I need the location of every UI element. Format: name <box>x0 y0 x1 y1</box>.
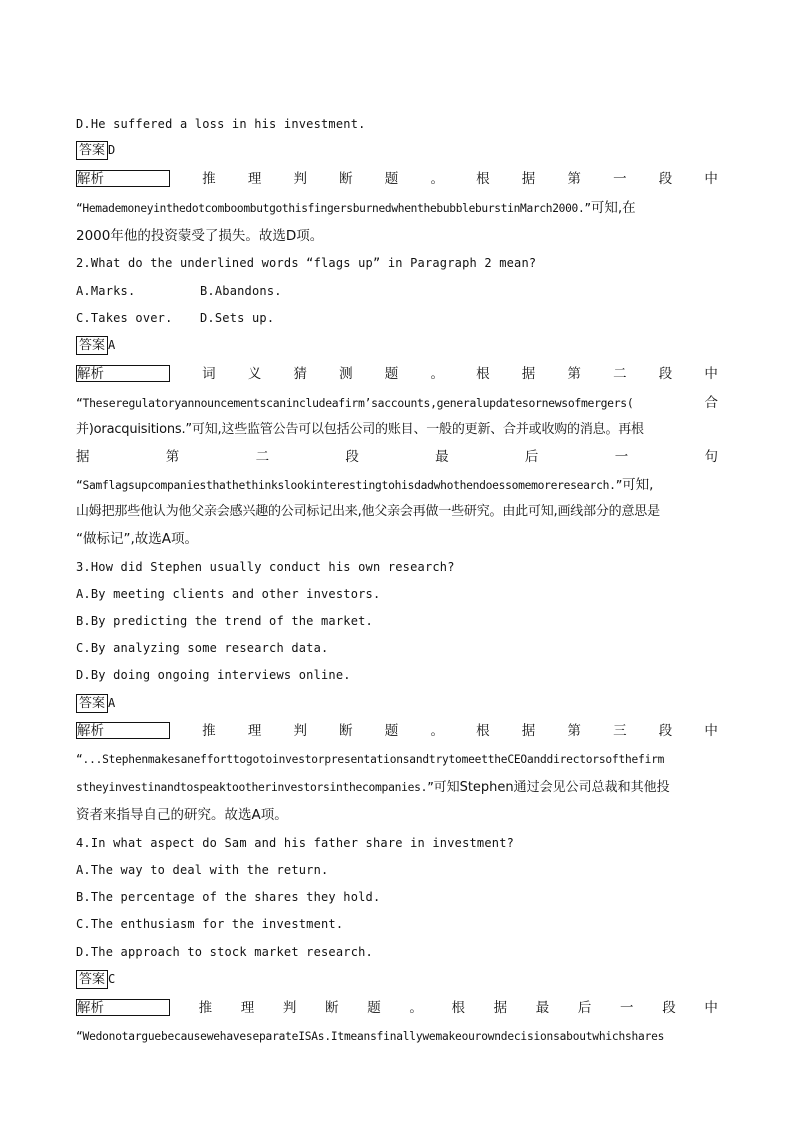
q2-option-c: C.Takes over. <box>76 311 173 325</box>
q1-answer-row <box>76 141 718 160</box>
analysis-label: 解析 <box>76 365 170 382</box>
q2-options-ab <box>76 282 718 300</box>
q3-option-c: C.By analyzing some research data. <box>76 641 329 655</box>
analysis-label: 解析 <box>76 722 170 739</box>
q1-conclusion: 2000年他的投资蒙受了损失。故选D项。 <box>76 228 324 244</box>
q4-stem: 4.In what aspect do Sam and his father share in investment? <box>76 836 515 850</box>
q3-quote-line2: stheyinvestinandtospeaktootherinvestorsinthecompanies.”可知Stephen通过会见公司总裁和其他投 <box>76 780 670 795</box>
answer-label: 答案 <box>76 141 108 160</box>
q3-option-d: D.By doing ongoing interviews online. <box>76 668 351 682</box>
q2-analysis-head: 解析 词 义 猜 测 题 。 根 据 第 二 段 中 <box>77 366 718 382</box>
q4-answer: C <box>108 972 116 986</box>
q4-option-a: A.The way to deal with the return. <box>76 863 329 877</box>
q2-analysis-line6: 山姆把那些他认为他父亲会感兴趣的公司标记出来,他父亲会再做一些研究。由此可知,画线部分的意思是 <box>76 504 660 519</box>
q2-option-a: A.Marks. <box>76 284 136 298</box>
q1-answer: D <box>108 143 116 157</box>
q3-answer-row <box>76 694 718 713</box>
q2-option-b: B.Abandons. <box>200 284 282 298</box>
q4-quote: “WedonotarguebecausewehaveseparateISAs.Itmeansfinallywemakeourowndecisionsaboutwhichshares <box>76 1030 665 1043</box>
q3-stem: 3.How did Stephen usually conduct his own research? <box>76 560 455 574</box>
q2-analysis-line4: 据 第 二 段 最 后 一 句 <box>76 449 718 465</box>
answer-label: 答案 <box>76 694 108 713</box>
q3-analysis-head: 解析 推 理 判 断 题 。 根 据 第 三 段 中 <box>77 723 718 739</box>
q3-option-a: A.By meeting clients and other investors. <box>76 587 381 601</box>
analysis-label: 解析 <box>76 170 170 187</box>
q1-option-d: D.He suffered a loss in his investment. <box>76 117 366 131</box>
q2-answer: A <box>108 338 116 352</box>
q3-conclusion: 资者来指导自己的研究。故选A项。 <box>76 807 288 823</box>
q1-analysis-head: 解析 推 理 判 断 题 。 根 据 第 一 段 中 <box>77 171 718 187</box>
q3-quote-line1: “...StephenmakesanefforttogotoinvestorpresentationsandtrytomeettheCEOanddirectorsofthefirm <box>76 753 665 766</box>
answer-label: 答案 <box>76 336 108 355</box>
q2-analysis-line7: “做标记”,故选A项。 <box>76 531 199 547</box>
q2-analysis-line3: 并)oracquisitions.”可知,这些监管公告可以包括公司的账目、一般的更新、合并或收购的消息。再根 <box>76 422 644 437</box>
q1-quote: “HemademoneyinthedotcomboombutgothisfingersburnedwhenthebubbleburstinMarch2000.”可知,在 <box>76 200 636 216</box>
q2-quote2: “Samflagsupcompaniesthathethinkslookinterestingtohisdadwhothendoessomemoreresearch.”可知, <box>76 477 654 493</box>
q3-answer: A <box>108 696 116 710</box>
q4-option-d: D.The approach to stock market research. <box>76 945 373 959</box>
q2-options-cd <box>76 309 718 327</box>
q2-quote1: “Theseregulatoryannouncementscanincludeafirm’saccounts,generalupdatesornewsofmergers( 合 <box>76 395 718 411</box>
q2-stem: 2.What do the underlined words “flags up” in Paragraph 2 mean? <box>76 256 537 270</box>
answer-label: 答案 <box>76 970 108 989</box>
q4-option-b: B.The percentage of the shares they hold. <box>76 890 381 904</box>
q3-option-b: B.By predicting the trend of the market. <box>76 614 373 628</box>
q4-analysis-head: 解析 推 理 判 断 题 。 根 据 最 后 一 段 中 <box>77 1000 718 1016</box>
q2-option-d: D.Sets up. <box>200 311 275 325</box>
q2-answer-row <box>76 336 718 355</box>
q4-answer-row <box>76 970 718 989</box>
q4-option-c: C.The enthusiasm for the investment. <box>76 917 344 931</box>
analysis-label: 解析 <box>76 999 170 1016</box>
